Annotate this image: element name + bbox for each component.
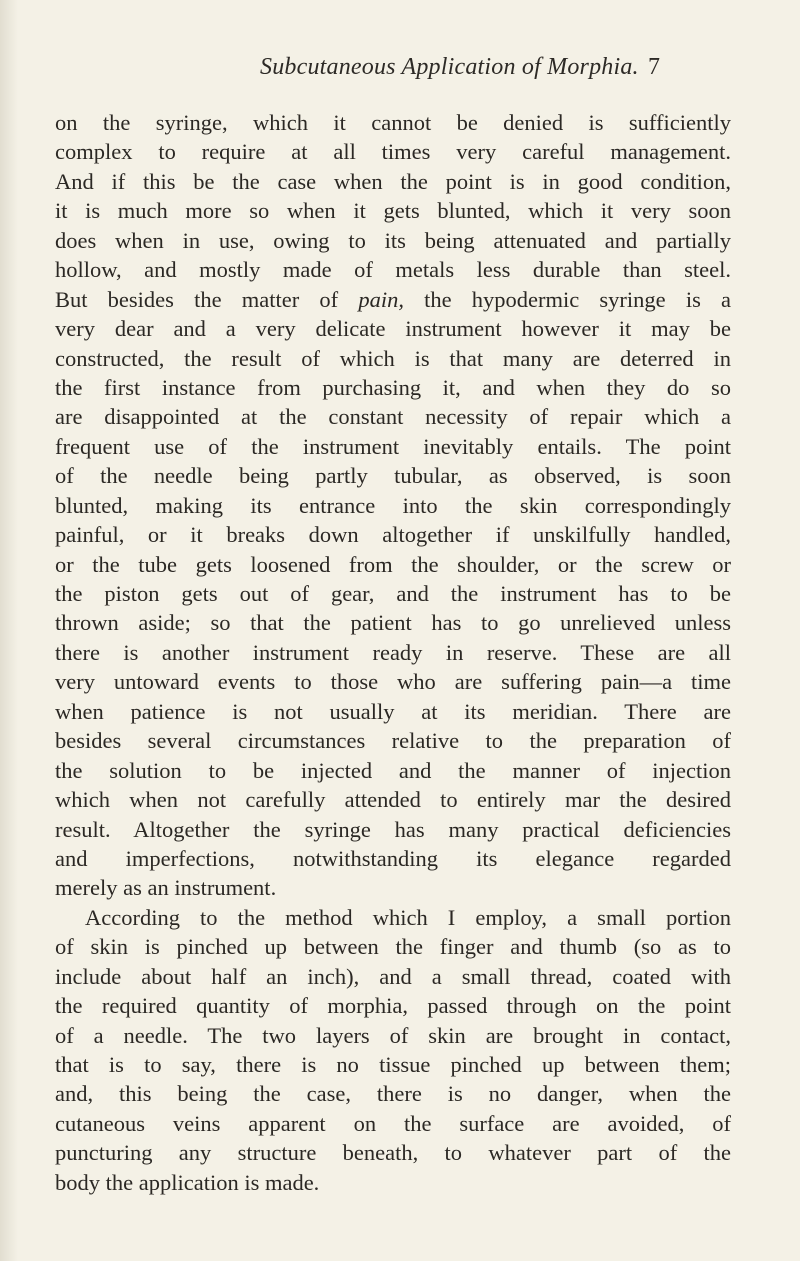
emphasized-word: pain, bbox=[358, 286, 404, 312]
text-line: besides several circumstances relative to the preparation of bbox=[55, 728, 731, 754]
text-line: that is to say, there is no tissue pinched up between them; bbox=[55, 1052, 731, 1077]
text-line-prefix: But besides the matter of bbox=[55, 286, 339, 312]
text-line: it is much more so when it gets blunted, which it very soon bbox=[55, 198, 731, 224]
page-header bbox=[0, 54, 800, 94]
text-line: cutaneous veins apparent on the surface are avoided, of bbox=[55, 1110, 731, 1136]
text-line: which when not carefully attended to entirely mar the desired bbox=[55, 787, 731, 813]
text-line: or the tube gets loosened from the shoulder, or the screw or bbox=[55, 551, 731, 577]
text-line: and, this being the case, there is no danger, when the bbox=[55, 1081, 731, 1107]
text-line: blunted, making its entrance into the skin correspondingly bbox=[55, 492, 731, 518]
text-line: does when in use, owing to its being attenuated and partially bbox=[55, 227, 731, 253]
text-line: and imperfections, notwithstanding its elegance regarded bbox=[55, 845, 731, 871]
text-line: include about half an inch), and a small thread, coated with bbox=[55, 963, 731, 989]
text-line: And if this be the case when the point is in good condition, bbox=[55, 168, 731, 194]
text-line: the solution to be injected and the manner of injection bbox=[55, 757, 731, 783]
text-line: painful, or it breaks down altogether if unskilfully handled, bbox=[55, 522, 731, 548]
text-line: thrown aside; so that the patient has to go unrelieved unless bbox=[55, 610, 731, 636]
text-line-paragraph-start: According to the method which I employ, a small portion bbox=[85, 904, 731, 930]
body-text bbox=[55, 108, 731, 1197]
text-line: of the needle being partly tubular, as observed, is soon bbox=[55, 463, 731, 489]
text-line: are disappointed at the constant necessity of repair which a bbox=[55, 404, 731, 430]
text-line: constructed, the result of which is that many are deterred in bbox=[55, 345, 731, 371]
text-line: puncturing any structure beneath, to whatever part of the bbox=[55, 1140, 731, 1166]
text-line: when patience is not usually at its meridian. There are bbox=[55, 698, 731, 724]
text-line: the piston gets out of gear, and the instrument has to be bbox=[55, 581, 731, 606]
text-line: the required quantity of morphia, passed through on the point bbox=[55, 993, 731, 1019]
text-line: frequent use of the instrument inevitably entails. The point bbox=[55, 433, 731, 459]
text-line: on the syringe, which it cannot be denied is sufficiently bbox=[55, 110, 731, 135]
text-line: complex to require at all times very careful management. bbox=[55, 139, 731, 165]
page-number: 7 bbox=[648, 54, 660, 80]
text-line: the first instance from purchasing it, and when they do so bbox=[55, 374, 731, 400]
text-line: there is another instrument ready in reserve. These are all bbox=[55, 639, 731, 665]
text-line: result. Altogether the syringe has many practical deficiencies bbox=[55, 816, 731, 842]
text-line-paragraph-end: body the application is made. bbox=[55, 1169, 320, 1195]
text-line: of a needle. The two layers of skin are brought in contact, bbox=[55, 1022, 731, 1048]
text-line: very untoward events to those who are suffering pain—a time bbox=[55, 669, 731, 695]
running-title: Subcutaneous Application of Morphia. bbox=[260, 54, 639, 80]
text-line-paragraph-end: merely as an instrument. bbox=[55, 875, 277, 901]
text-line-suffix: the hypodermic syringe is a bbox=[424, 286, 731, 312]
text-line: of skin is pinched up between the finger and thumb (so as to bbox=[55, 934, 731, 960]
text-line-with-emphasis bbox=[55, 285, 731, 314]
text-line: very dear and a very delicate instrument however it may be bbox=[55, 316, 731, 342]
text-line: hollow, and mostly made of metals less durable than steel. bbox=[55, 257, 731, 283]
